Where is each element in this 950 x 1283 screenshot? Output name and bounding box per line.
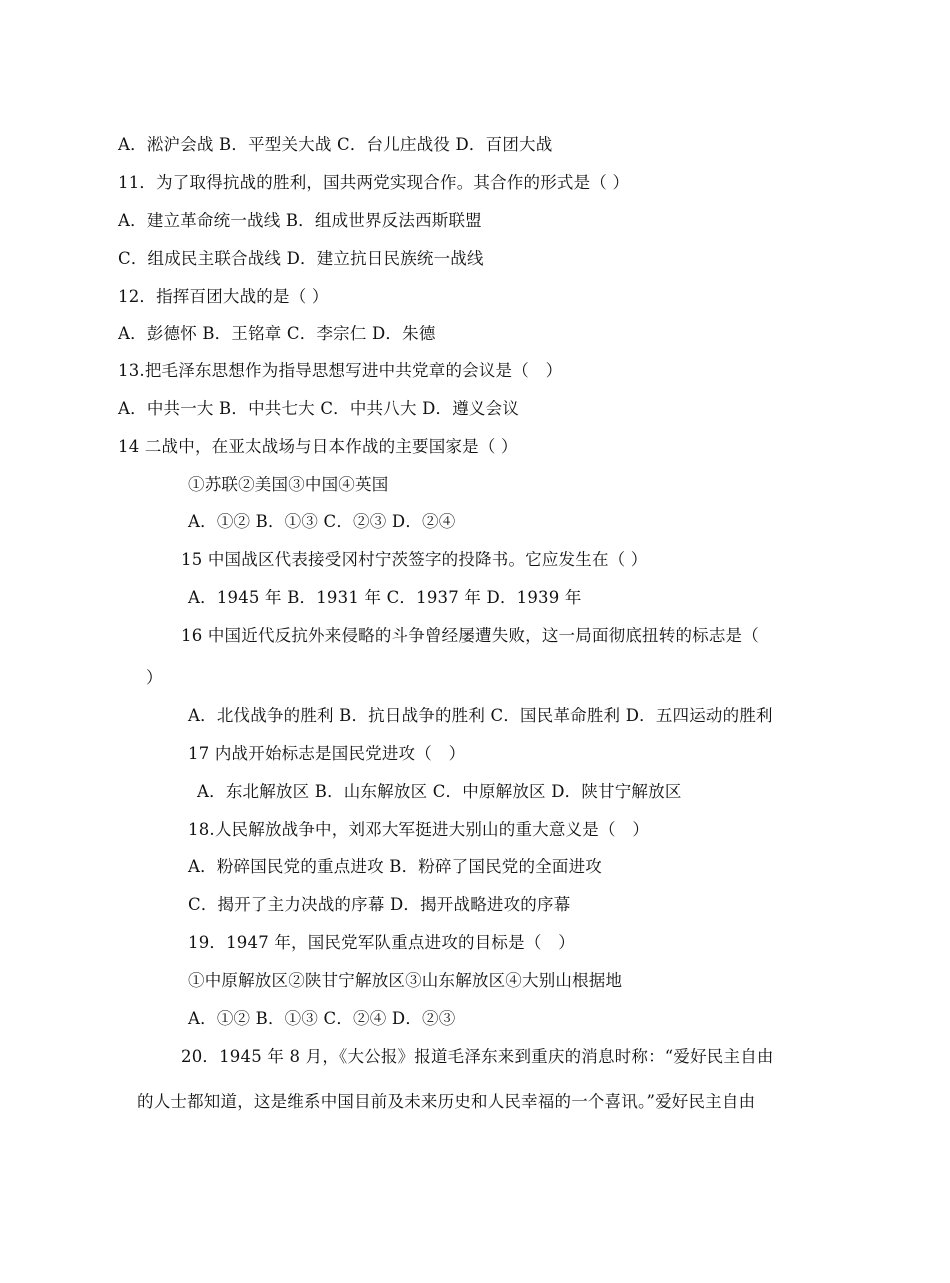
q12-stem: 12．指挥百团大战的是（ ） xyxy=(118,287,329,306)
q17-options: A．东北解放区 B．山东解放区 C．中原解放区 D．陕甘宁解放区 xyxy=(197,782,682,801)
q13-stem: 13.把毛泽东思想作为指导思想写进中共党章的会议是（ ） xyxy=(118,361,563,380)
q14-items: ①苏联②美国③中国④英国 xyxy=(188,475,389,494)
q13-options: A．中共一大 B．中共七大 C．中共八大 D．遵义会议 xyxy=(118,399,520,418)
q15-stem: 15 中国战区代表接受冈村宁茨签字的投降书。它应发生在（ ） xyxy=(181,550,648,569)
q10-options: A．淞沪会战 B．平型关大战 C．台儿庄战役 D．百团大战 xyxy=(118,135,553,154)
q20-stem-line1: 20．1945 年 8 月，《大公报》报道毛泽东来到重庆的消息时称：“爱好民主自由 xyxy=(181,1047,774,1066)
q17-stem: 17 内战开始标志是国民党进攻（ ） xyxy=(188,744,466,763)
q19-stem: 19．1947 年，国民党军队重点进攻的目标是（ ） xyxy=(188,933,575,952)
q20-stem-line2: 的人士都知道，这是维系中国目前及未来历史和人民幸福的一个喜讯。”爱好民主自由 xyxy=(137,1092,756,1111)
q18-options-cd: C．揭开了主力决战的序幕 D．揭开战略进攻的序幕 xyxy=(188,895,571,914)
q18-options-ab: A．粉碎国民党的重点进攻 B．粉碎了国民党的全面进攻 xyxy=(188,857,602,876)
q11-options-ab: A．建立革命统一战线 B．组成世界反法西斯联盟 xyxy=(118,211,482,230)
q15-options: A．1945 年 B．1931 年 C．1937 年 D．1939 年 xyxy=(188,588,582,607)
q14-stem: 14 二战中，在亚太战场与日本作战的主要国家是（ ） xyxy=(118,437,518,456)
q16-stem: 16 中国近代反抗外来侵略的斗争曾经屡遭失败，这一局面彻底扭转的标志是（ xyxy=(181,626,759,645)
q16-options: A．北伐战争的胜利 B．抗日战争的胜利 C．国民革命胜利 D．五四运动的胜利 xyxy=(188,706,773,725)
q11-stem: 11．为了取得抗战的胜利，国共两党实现合作。其合作的形式是（ ） xyxy=(118,173,630,192)
q18-stem: 18.人民解放战争中，刘邓大军挺进大别山的重大意义是（ ） xyxy=(188,820,650,839)
q14-options: A．①② B．①③ C．②③ D．②④ xyxy=(188,512,456,531)
q12-options: A．彭德怀 B．王铭章 C．李宗仁 D．朱德 xyxy=(118,324,436,343)
q19-options: A．①② B．①③ C．②④ D．②③ xyxy=(188,1009,456,1028)
q19-items: ①中原解放区②陕甘宁解放区③山东解放区④大别山根据地 xyxy=(188,971,623,990)
q11-options-cd: C．组成民主联合战线 D．建立抗日民族统一战线 xyxy=(118,249,484,268)
q16-stem-continued: ） xyxy=(146,668,163,687)
